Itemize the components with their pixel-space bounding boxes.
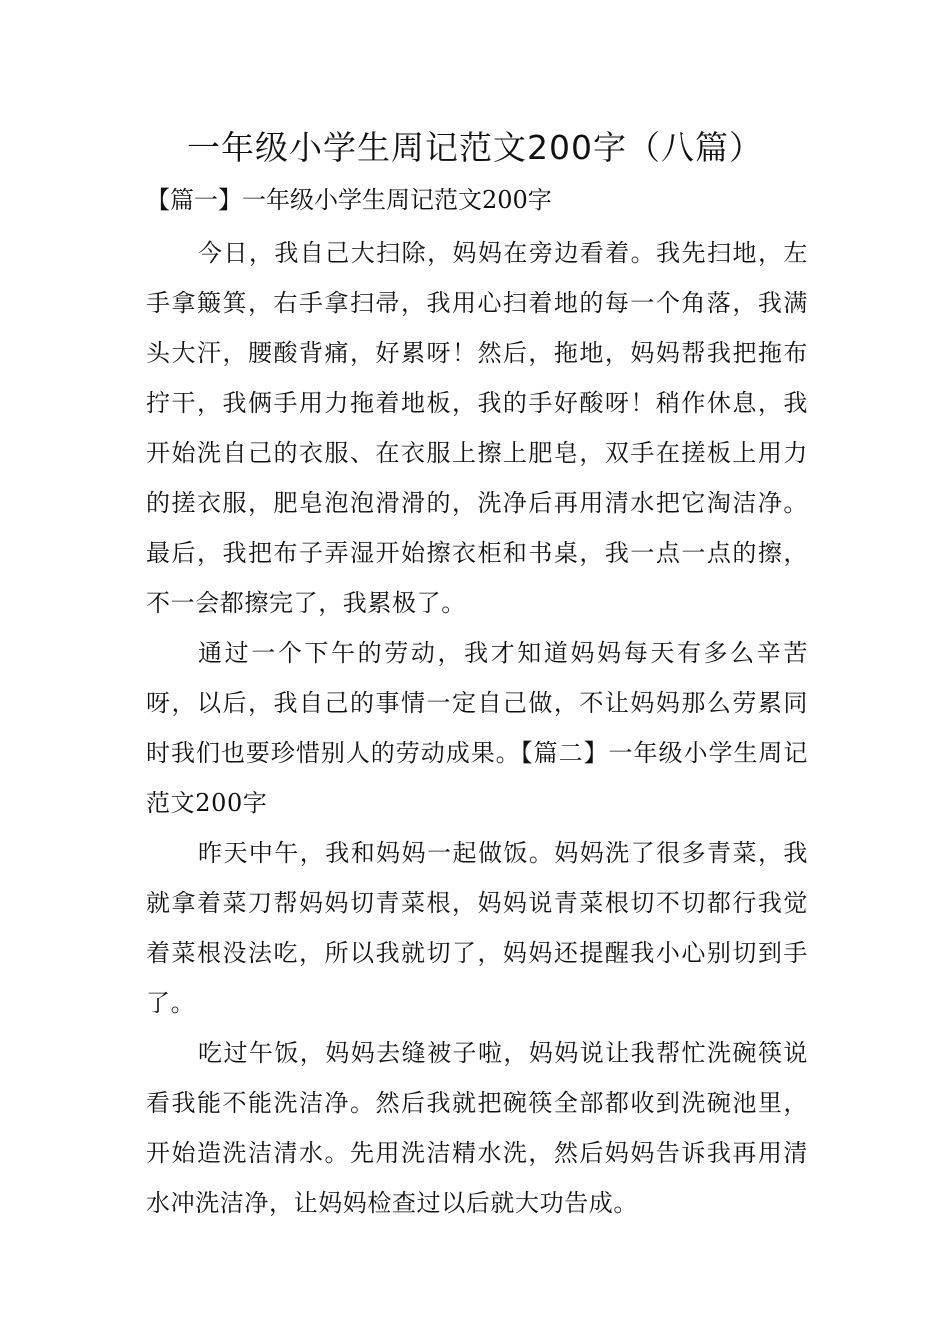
document-title: 一年级小学生周记范文200字（八篇） (187, 128, 763, 167)
article-body (146, 228, 808, 1228)
paragraph: 今日，我自己大扫除，妈妈在旁边看着。我先扫地，左手拿簸箕，右手拿扫帚，我用心扫着地的每一个角落，我满头大汗，腰酸背痛，好累呀！然后，拖地，妈妈帮我把拖布拧干，我俩手用力拖着地板，我的手好酸呀！稍作休息，我开始洗自己的衣服、在衣服上擦上肥皂，双手在搓板上用力的搓衣服，肥皂泡泡滑滑的，洗净后再用清水把它淘洁净。最后，我把布子弄湿开始擦衣柜和书桌，我一点一点的擦，不一会都擦完了，我累极了。 (146, 239, 808, 617)
paragraph: 昨天中午，我和妈妈一起做饭。妈妈洗了很多青菜，我就拿着菜刀帮妈妈切青菜根，妈妈说青菜根切不切都行我觉着菜根没法吃，所以我就切了，妈妈还提醒我小心别切到手了。 (146, 839, 808, 1017)
paragraph: 通过一个下午的劳动，我才知道妈妈每天有多么辛苦呀，以后，我自己的事情一定自己做，不让妈妈那么劳累同时我们也要珍惜别人的劳动成果。【篇二】一年级小学生周记范文200字 (146, 639, 808, 817)
section-heading: 【篇一】一年级小学生周记范文200字 (146, 186, 552, 214)
paragraph: 吃过午饭，妈妈去缝被子啦，妈妈说让我帮忙洗碗筷说看我能不能洗洁净。然后我就把碗筷全部都收到洗碗池里，开始造洗洁清水。先用洗洁精水洗，然后妈妈告诉我再用清水冲洗洁净，让妈妈检查过以后就大功告成。 (146, 1039, 808, 1217)
